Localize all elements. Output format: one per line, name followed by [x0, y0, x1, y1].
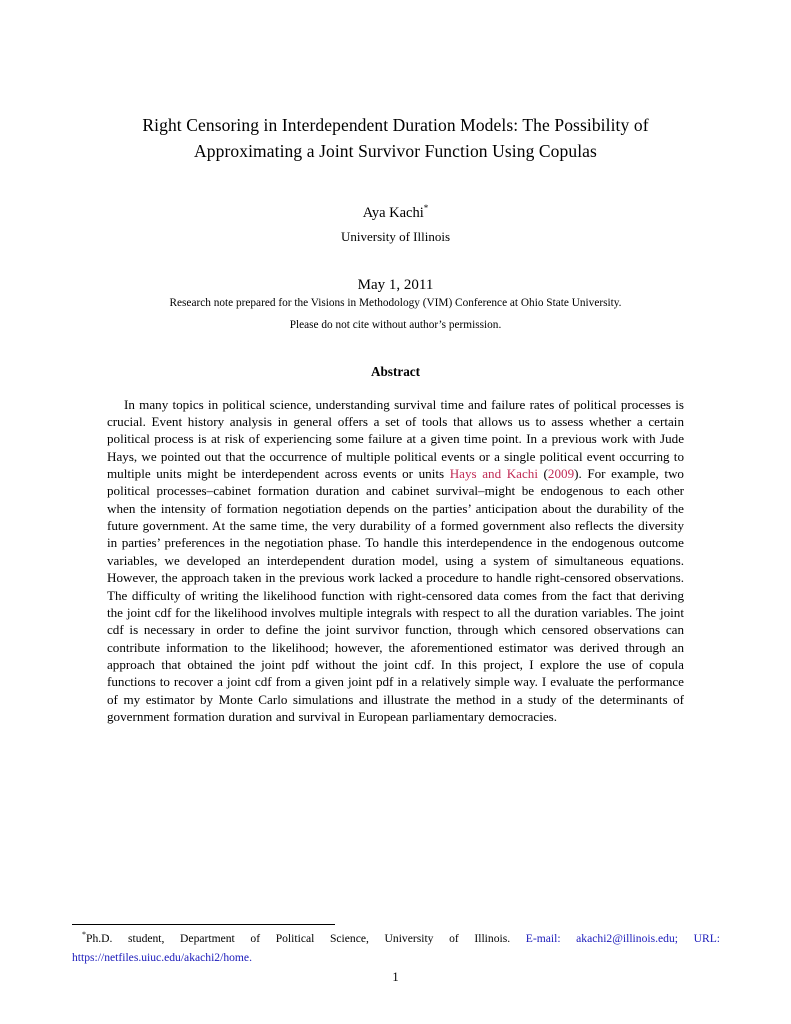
author-affiliation: University of Illinois [340, 228, 451, 244]
text-segment: ). For example, two political processes–cabinet formation duration and cabinet survival–might be endogenous to each other when the intensity of formation negotiation depends on the parties’ anticipation about the durability of the future government. At the same time, the very durability of a formed government also reflects the diversity in parties’ preferences in the negotiation phase. To handle this interdependence in the endogenous outcome variables, we developed an interdependent duration model, using a system of simultaneous equations. However, the approach taken in the previous work lacked a procedure to handle right-censored observations. The difficulty of writing the likelihood function with right-censored data comes from the fact that deriving the joint cdf for the likelihood involves multiple integrals with respect to all the duration variables. The joint cdf is necessary in order to define the joint survivor function, through which censored observations can contribute information to the likelihood; however, the aforementioned estimator was derived through an approach that obtained the joint pdf without the joint cdf. In this project, I explore the use of copula functions to recover a joint cdf from a given joint pdf in a relatively simple way. I evaluate the performance of my estimator by Monte Carlo simulations and illustrate the method in a study of the determinants of government formation duration and survival in European parliamentary democracies. [107, 466, 684, 724]
abstract-text [107, 396, 684, 726]
footnote-section [72, 924, 720, 967]
paper-date: May 1, 2011 [357, 276, 434, 293]
text-segment: * [82, 930, 86, 939]
page-number: 1 [392, 970, 399, 984]
text-segment: Ph.D. student, Department of Political Science, University of Illinois. [86, 931, 526, 945]
text-segment: In many topics in political science, understanding survival time and failure rates of political processes is crucial. Event history analysis in general offers a set of tools that allows us to assess whether a certain political process is at risk of experiencing some failure at a given time point. In a previous work with Jude Hays, we pointed out that the occurrence of multiple political events or a single political event occurring to multiple units might be interdependent across events or units [107, 396, 684, 482]
author-block [0, 203, 791, 245]
permission-note: Please do not cite without author’s permission. [289, 318, 502, 331]
abstract-heading: Abstract [370, 363, 421, 379]
conference-note: Research note prepared for the Visions in Methodology (VIM) Conference at Ohio State University. [169, 296, 622, 309]
text-segment: ( [537, 466, 548, 482]
date-block [0, 277, 791, 331]
footnote-text [72, 929, 720, 967]
author-name [0, 203, 791, 222]
author-footnote-marker: * [423, 202, 429, 213]
citation-link[interactable]: Hays and Kachi [449, 466, 538, 482]
citation-link[interactable]: 2009 [547, 466, 575, 482]
abstract-section [107, 364, 684, 726]
hyperlink[interactable]: E-mail: akachi2@illinois.edu; URL: https://netfiles.uiuc.edu/akachi2/home. [72, 931, 720, 964]
page-title: Right Censoring in Interdependent Duration Models: The Possibility of Approximating a Joint Survivor Function Using Copulas [142, 115, 649, 162]
author-name-text: Aya Kachi [362, 204, 424, 221]
footnote-rule [72, 924, 335, 925]
